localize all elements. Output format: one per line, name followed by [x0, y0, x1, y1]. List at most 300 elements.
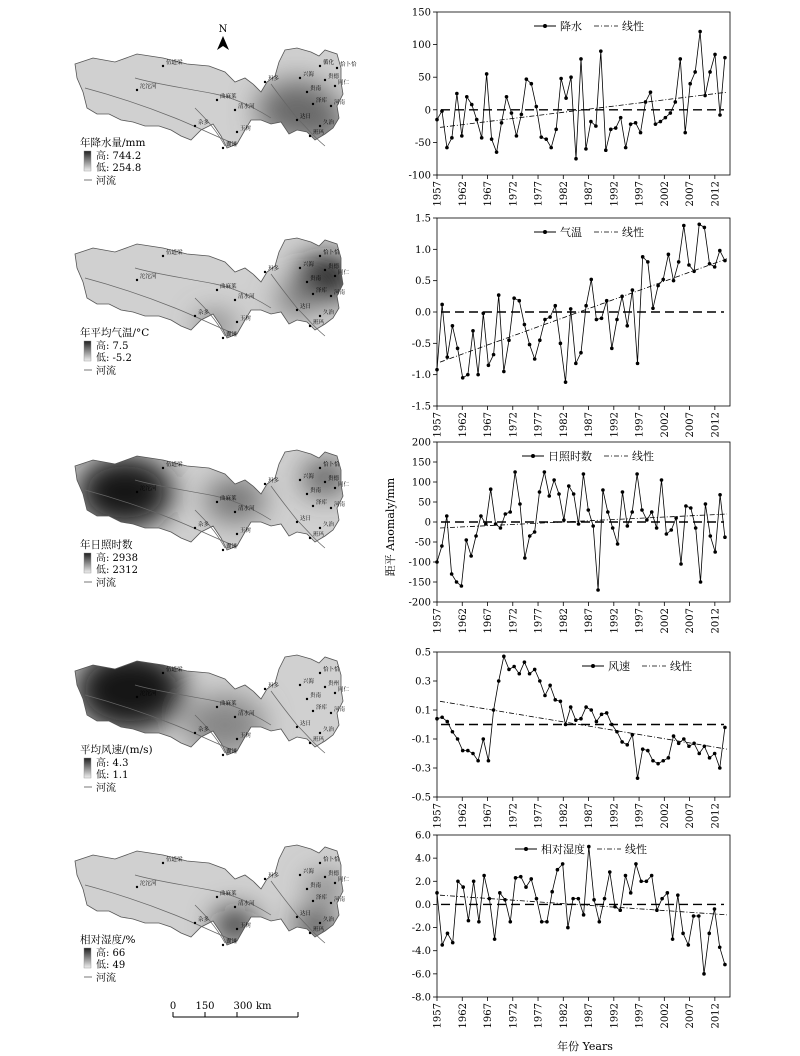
place-label: 贵南 — [310, 693, 322, 699]
data-point — [688, 82, 692, 86]
series-line — [437, 847, 725, 974]
x-tick-label: 1962 — [457, 803, 469, 829]
station-marker — [299, 684, 301, 686]
data-point — [684, 504, 688, 508]
x-tick-label: 2007 — [685, 608, 697, 634]
data-point — [609, 128, 613, 132]
y-tick-label: 0.5 — [415, 647, 431, 659]
data-point — [451, 941, 455, 945]
place-label: 伍道梁 — [166, 462, 183, 468]
data-point — [640, 508, 644, 512]
legend-high: 高: 744.2 — [96, 151, 142, 162]
station-marker — [162, 255, 164, 257]
data-point — [543, 318, 547, 322]
data-point — [466, 749, 470, 753]
data-point — [679, 562, 683, 566]
data-point — [523, 556, 527, 560]
place-label: 沱沱河 — [140, 486, 157, 492]
map-title: 年降水量/mm — [80, 137, 146, 149]
data-point — [460, 134, 464, 138]
x-tick-label: 2007 — [685, 1003, 697, 1029]
data-point — [631, 288, 635, 292]
place-label: 循化 — [323, 60, 335, 66]
y-tick-label: 1.0 — [415, 244, 431, 256]
data-point — [539, 135, 543, 139]
x-tick-label: 1977 — [533, 412, 545, 438]
data-point — [672, 279, 676, 283]
data-point — [495, 150, 499, 154]
data-point — [559, 342, 563, 346]
data-point — [487, 759, 491, 763]
data-point — [552, 478, 556, 482]
data-point — [512, 665, 516, 669]
place-label: 河南 — [334, 290, 346, 296]
x-tick-label: 1957 — [432, 1003, 444, 1029]
data-point — [661, 759, 665, 763]
place-label: 兴海 — [303, 262, 315, 268]
station-marker — [324, 686, 326, 688]
place-label: 恰卜恰 — [323, 667, 340, 673]
x-tick-label: 1977 — [533, 803, 545, 829]
station-marker — [296, 119, 298, 121]
data-point — [636, 776, 640, 780]
place-label: 清水河 — [238, 294, 255, 300]
north-arrow — [217, 24, 229, 50]
data-point — [505, 95, 509, 99]
y-tick-label: 0.3 — [415, 676, 431, 688]
x-tick-label: 2012 — [710, 412, 722, 438]
place-label: 囊谦 — [226, 749, 238, 755]
place-label: 清水河 — [238, 711, 255, 717]
data-point — [480, 136, 484, 140]
data-point — [540, 920, 544, 924]
data-point — [687, 744, 691, 748]
legend-low: 低: -5.2 — [96, 353, 132, 364]
place-label: 班玛 — [313, 532, 325, 538]
place-label: 贵德 — [328, 264, 340, 270]
data-point — [472, 879, 476, 883]
place-label: 囊谦 — [226, 142, 238, 148]
data-point — [562, 518, 566, 522]
data-point — [718, 249, 722, 253]
data-point — [629, 122, 633, 126]
data-point — [619, 116, 623, 120]
data-point — [465, 95, 469, 99]
data-point — [545, 920, 549, 924]
y-tick-label: -1.0 — [411, 370, 431, 382]
y-tick-label: 200 — [411, 437, 431, 449]
data-point — [707, 932, 711, 936]
data-point — [529, 877, 533, 881]
place-label: 贵南 — [310, 883, 322, 889]
map-legend-3 — [80, 538, 138, 589]
data-point — [677, 260, 681, 264]
station-marker — [136, 696, 138, 698]
data-point — [513, 470, 517, 474]
y-tick-label: -4.0 — [411, 946, 431, 958]
data-point — [482, 874, 486, 878]
station-marker — [324, 876, 326, 878]
y-tick-label: 100 — [411, 477, 431, 489]
data-point — [587, 845, 591, 849]
data-point — [692, 742, 696, 746]
station-marker — [296, 916, 298, 918]
place-label: 伍道梁 — [166, 250, 183, 256]
legend-low: 低: 254.8 — [96, 163, 142, 174]
x-tick-label: 1962 — [457, 1003, 469, 1029]
y-tick-label: -50 — [414, 137, 431, 149]
station-marker — [216, 289, 218, 291]
station-marker — [330, 902, 332, 904]
data-point — [469, 554, 473, 558]
data-point — [596, 588, 600, 592]
y-tick-label: 0.1 — [415, 705, 431, 717]
chart-2 — [412, 214, 730, 438]
map-title: 年平均气温/°C — [80, 327, 150, 339]
x-tick-label: 2002 — [659, 608, 671, 634]
scale-tick-150: 150 — [195, 1001, 215, 1012]
data-point — [571, 897, 575, 901]
data-point — [615, 318, 619, 322]
legend-low: 低: 2312 — [96, 565, 138, 576]
data-point — [597, 920, 601, 924]
x-tick-label: 2012 — [710, 803, 722, 829]
data-point — [656, 284, 660, 288]
data-point — [629, 891, 633, 895]
data-point — [703, 226, 707, 230]
x-tick-label: 1972 — [508, 181, 520, 207]
data-point — [713, 550, 717, 554]
data-point — [574, 362, 578, 366]
y-tick-label: -1.5 — [411, 401, 431, 413]
data-point — [669, 111, 673, 115]
data-point — [595, 720, 599, 724]
y-tick-label: -0.5 — [411, 792, 431, 804]
data-point — [514, 876, 518, 880]
data-point — [718, 113, 722, 117]
data-point — [689, 506, 693, 510]
data-point — [702, 972, 706, 976]
map-panels — [75, 48, 357, 984]
data-point — [461, 376, 465, 380]
data-point — [445, 146, 449, 150]
x-tick-label: 1972 — [508, 412, 520, 438]
data-point — [499, 526, 503, 530]
data-point — [645, 879, 649, 883]
data-point — [674, 516, 678, 520]
legend-low: 低: 1.1 — [96, 770, 129, 781]
x-tick-label: 1992 — [609, 608, 621, 634]
place-label: 同仁 — [338, 877, 350, 883]
x-tick-label: 1992 — [609, 181, 621, 207]
y-tick-label: -100 — [408, 170, 431, 182]
x-tick-label: 1977 — [533, 1003, 545, 1029]
x-tick-label: 1977 — [533, 181, 545, 207]
legend-color-bar — [84, 553, 91, 573]
data-point — [503, 898, 507, 902]
chart-3 — [409, 438, 730, 634]
data-point — [671, 937, 675, 941]
place-label: 清水河 — [238, 104, 255, 110]
station-marker — [236, 928, 238, 930]
y-tick-label: 0 — [424, 105, 431, 117]
data-point — [713, 53, 717, 57]
data-point — [682, 224, 686, 228]
data-point — [440, 544, 444, 548]
data-point — [698, 30, 702, 34]
data-point — [489, 487, 493, 491]
legend-trend-label: 线性 — [670, 660, 692, 673]
place-label: 达日 — [300, 304, 312, 310]
data-point — [682, 737, 686, 741]
place-label: 兴海 — [303, 72, 315, 78]
data-point — [518, 502, 522, 506]
y-tick-label: 4.0 — [415, 853, 431, 865]
data-point — [608, 870, 612, 874]
place-label: 玛多 — [268, 873, 280, 879]
data-point — [547, 494, 551, 498]
north-label: N — [218, 24, 228, 35]
data-point — [678, 57, 682, 61]
series-line — [437, 472, 725, 590]
chart-5 — [412, 831, 730, 1029]
data-point — [584, 705, 588, 709]
y-tick-label: 0.0 — [415, 307, 431, 319]
map-legend-5 — [80, 933, 136, 984]
data-point — [697, 914, 701, 918]
place-label: 河南 — [334, 100, 346, 106]
station-marker — [312, 293, 314, 295]
data-point — [493, 937, 497, 941]
station-marker — [162, 862, 164, 864]
data-point — [655, 526, 659, 530]
station-marker — [299, 874, 301, 876]
station-marker — [296, 309, 298, 311]
data-point — [520, 113, 524, 117]
x-axis-title: 年份 Years — [557, 1040, 613, 1053]
place-label: 兴海 — [303, 474, 315, 480]
data-point — [639, 879, 643, 883]
data-point — [498, 891, 502, 895]
trend-line — [440, 259, 727, 362]
data-point — [517, 299, 521, 303]
data-point — [582, 913, 586, 917]
station-marker — [299, 479, 301, 481]
place-label: 清水河 — [238, 506, 255, 512]
data-point — [621, 490, 625, 494]
station-marker — [312, 710, 314, 712]
place-label: 玛多 — [268, 478, 280, 484]
data-point — [651, 759, 655, 763]
data-point — [665, 532, 669, 536]
data-point — [445, 355, 449, 359]
data-point — [538, 338, 542, 342]
x-tick-label: 1967 — [483, 412, 495, 438]
data-point — [440, 715, 444, 719]
data-point — [641, 255, 645, 259]
data-point — [564, 96, 568, 100]
station-marker — [330, 507, 332, 509]
data-point — [561, 862, 565, 866]
data-point — [620, 295, 624, 299]
chart-1 — [409, 8, 730, 207]
data-point — [584, 147, 588, 151]
x-tick-label: 1997 — [634, 1003, 646, 1029]
station-marker — [264, 688, 266, 690]
data-point — [659, 120, 663, 124]
y-tick-label: 50 — [418, 72, 431, 84]
data-point — [559, 700, 563, 704]
data-point — [507, 668, 511, 672]
place-label: 班玛 — [313, 130, 325, 136]
data-point — [615, 730, 619, 734]
y-tick-label: -100 — [408, 557, 431, 569]
data-point — [554, 128, 558, 132]
y-tick-label: -0.1 — [411, 734, 431, 746]
place-label: 曲麻莱 — [220, 701, 237, 707]
station-marker — [330, 105, 332, 107]
x-tick-label: 1982 — [558, 608, 570, 634]
scale-unit: km — [256, 1001, 272, 1012]
data-point — [497, 679, 501, 683]
station-marker — [324, 269, 326, 271]
x-tick-label: 2007 — [685, 181, 697, 207]
map-title: 平均风速/(m/s) — [80, 744, 153, 756]
data-point — [553, 304, 557, 308]
station-marker — [309, 325, 311, 327]
station-marker — [309, 135, 311, 137]
x-tick-label: 1997 — [634, 608, 646, 634]
place-label: 久治 — [323, 310, 335, 316]
data-point — [651, 306, 655, 310]
data-point — [582, 472, 586, 476]
station-marker — [309, 742, 311, 744]
data-point — [661, 278, 665, 282]
place-label: 清水河 — [238, 901, 255, 907]
data-point — [548, 684, 552, 688]
data-point — [620, 740, 624, 744]
station-marker — [319, 125, 321, 127]
data-point — [595, 318, 599, 322]
data-point — [559, 77, 563, 81]
data-point — [656, 762, 660, 766]
data-point — [592, 898, 596, 902]
x-tick-label: 2012 — [710, 608, 722, 634]
data-point — [574, 718, 578, 722]
scale-tick-0: 0 — [169, 1001, 177, 1012]
data-point — [508, 510, 512, 514]
scale-tick-300: 300 — [233, 1001, 253, 1012]
data-point — [709, 534, 713, 538]
x-tick-label: 1982 — [558, 181, 570, 207]
chart-4 — [412, 648, 730, 829]
station-marker — [264, 271, 266, 273]
data-point — [528, 343, 532, 347]
x-tick-label: 1962 — [457, 181, 469, 207]
data-point — [538, 679, 542, 683]
y-tick-label: 1.5 — [415, 213, 431, 225]
data-point — [523, 323, 527, 327]
station-marker — [216, 501, 218, 503]
data-point — [699, 580, 703, 584]
station-marker — [236, 533, 238, 535]
data-point — [603, 897, 607, 901]
station-marker — [222, 337, 224, 339]
place-label: 玛多 — [268, 76, 280, 82]
y-tick-label: 6.0 — [415, 830, 431, 842]
data-point — [556, 868, 560, 872]
data-point — [655, 908, 659, 912]
data-point — [660, 897, 664, 901]
place-label: 沱沱河 — [140, 84, 157, 90]
data-point — [479, 514, 483, 518]
data-point — [601, 488, 605, 492]
place-label: 久治 — [323, 917, 335, 923]
place-label: 伍道梁 — [166, 60, 183, 66]
place-label: 杂多 — [198, 727, 210, 733]
place-label: 久治 — [323, 727, 335, 733]
data-point — [645, 518, 649, 522]
data-point — [635, 472, 639, 476]
station-marker — [299, 267, 301, 269]
station-marker — [222, 147, 224, 149]
place-label: 曲麻莱 — [220, 891, 237, 897]
data-point — [692, 269, 696, 273]
x-tick-label: 1967 — [483, 181, 495, 207]
station-marker — [306, 698, 308, 700]
data-point — [654, 122, 658, 126]
station-marker — [234, 906, 236, 908]
data-point — [634, 121, 638, 125]
data-point — [549, 146, 553, 150]
x-tick-label: 2007 — [685, 803, 697, 829]
data-point — [450, 572, 454, 576]
station-marker — [306, 91, 308, 93]
data-point — [533, 357, 537, 361]
data-point — [446, 932, 450, 936]
data-point — [579, 351, 583, 355]
station-marker — [194, 527, 196, 529]
station-marker — [234, 299, 236, 301]
place-label: 杂多 — [198, 120, 210, 126]
station-marker — [319, 255, 321, 257]
series-line — [437, 32, 725, 159]
x-tick-label: 2012 — [710, 181, 722, 207]
data-point — [466, 373, 470, 377]
data-point — [569, 705, 573, 709]
data-point — [634, 862, 638, 866]
data-point — [500, 121, 504, 125]
place-label: 兴海 — [303, 869, 315, 875]
map-intensity-blob — [75, 649, 185, 732]
place-label: 沱沱河 — [140, 274, 157, 280]
station-marker — [309, 537, 311, 539]
place-label: 同仁 — [338, 270, 350, 276]
legend-series-marker — [531, 454, 535, 458]
x-tick-label: 1987 — [584, 1003, 596, 1029]
data-point — [650, 510, 654, 514]
place-label: 贵州 — [328, 681, 340, 687]
station-marker — [330, 295, 332, 297]
place-label: 贵南 — [310, 488, 322, 494]
data-point — [605, 711, 609, 715]
x-tick-label: 2002 — [659, 1003, 671, 1029]
station-marker — [312, 103, 314, 105]
station-marker — [234, 109, 236, 111]
station-marker — [309, 932, 311, 934]
place-label: 达日 — [300, 114, 312, 120]
station-marker — [234, 716, 236, 718]
